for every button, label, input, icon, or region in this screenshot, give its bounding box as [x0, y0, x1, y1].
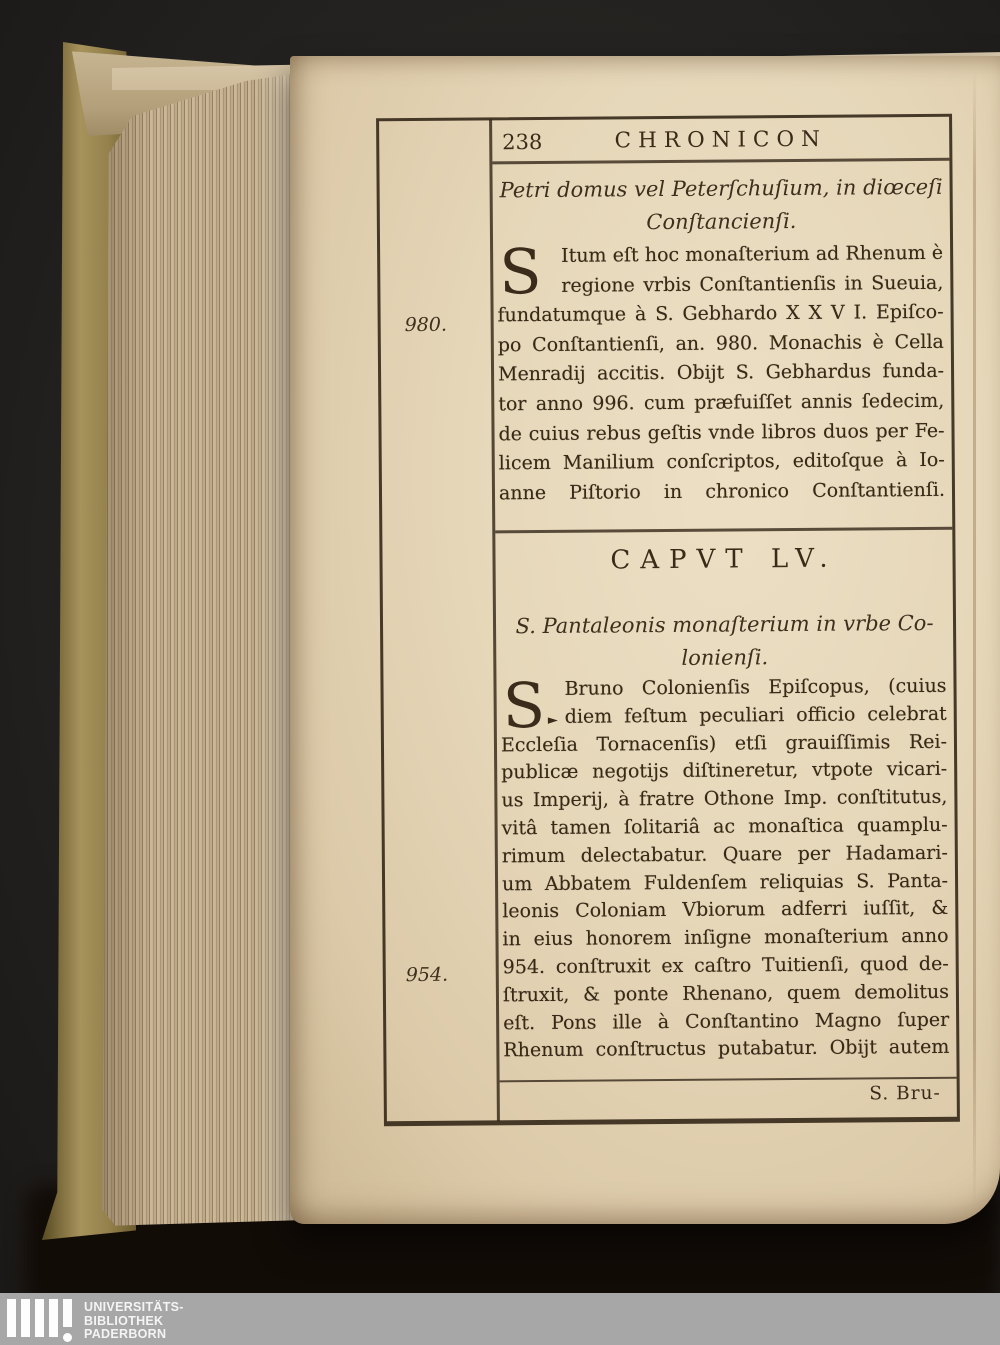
section-2-paragraph [500, 668, 950, 1066]
drop-cap-s: S [498, 234, 543, 309]
text-line: Conſtancienſi. [646, 208, 797, 235]
catchword: S. Bru- [869, 1082, 941, 1105]
margin-note-954: 954. [405, 963, 449, 987]
section-2-heading [496, 607, 954, 677]
section-1-paragraph [497, 234, 946, 509]
text-line: Bruno Colonienſis Epiſcopus, (cuius [564, 674, 947, 700]
text-line: po Conſtantienſi, an. 980. Monachis è Cella [497, 330, 944, 357]
text-line: vitâ tamen ſolitariâ ac monaſtica quamplu- [501, 813, 948, 840]
text-line: fundatumque à S. Gebhardo X X V I. Epiſco- [497, 301, 944, 327]
pointer-mark-icon: ► [547, 712, 558, 728]
text-line: PADERBORN [84, 1327, 167, 1341]
text-line: 954. conſtruxit ex caſtro Tuitienſi, quod de- [502, 952, 949, 979]
text-line: um Abbatem Fuldenſem reliquias S. Panta- [501, 869, 949, 895]
text-line: UNIVERSITÄTS- [84, 1300, 184, 1314]
page-number: 238 [502, 129, 543, 155]
book-fore-edge [96, 60, 310, 1228]
section-divider-rule [495, 527, 952, 533]
text-line: us Imperij, à fratre Othone Imp. conſtitutus, [501, 785, 948, 812]
library-footer-bar [0, 1293, 1000, 1345]
header-rule [492, 158, 949, 164]
paragraph-lines [497, 234, 946, 509]
text-line: licem Manilium conſcriptos, editoſque à Io- [498, 448, 945, 475]
text-line: de cuius rebus geſtis vnde libros duos per Fe- [498, 419, 945, 445]
margin-note-980: 980. [404, 313, 448, 337]
printed-frame [376, 114, 960, 1126]
text-line: in eius honorem inſigne monaſterium anno [502, 924, 949, 951]
text-line: eſt. Pons ille à Conſtantino Magno ſuper [503, 1008, 950, 1034]
text-line: ſtruxit, & ponte Rhenano, quem demolitus [502, 980, 950, 1007]
text-line: publicæ negotijs diſtineretur, vtpote vicari- [501, 758, 948, 784]
text-line: Petri domus vel Peterſchuſium, in diœceſi [499, 174, 943, 203]
text-column [492, 117, 957, 1121]
running-title: CHRONICON [614, 126, 827, 154]
text-line: regione vrbis Conſtantienſis in Sueuia, [561, 271, 944, 297]
text-line: BIBLIOTHEK [84, 1313, 164, 1328]
text-line: Rhenum conſtructus putabatur. Obijt autem [503, 1036, 950, 1062]
section-1-heading [492, 171, 950, 241]
ub-paderborn-logo-icon [7, 1299, 79, 1345]
text-line: tor anno 996. cum præfuiſſet annis ſedecim, [498, 389, 945, 416]
text-line: Eccleſia Tornacenſis) etſi grauiſſimis Rei- [500, 730, 948, 756]
chapter-title: CAPVT LV. [610, 543, 838, 576]
text-line: Itum eſt hoc monaſterium ad Rhenum è [561, 241, 944, 267]
text-line: S. Pantaleonis monaſterium in vrbe Co- [515, 610, 934, 639]
text-line: rimum delectabatur. Quare per Hadamari- [501, 841, 948, 868]
text-line: diem feſtum peculiari officio celebrat [564, 702, 947, 728]
paragraph-lines [500, 668, 950, 1066]
drop-cap-s: S [502, 668, 546, 743]
page-crease [973, 70, 976, 1208]
catchword-rule [500, 1077, 957, 1083]
text-line: Menradij accitis. Obijt S. Gebhardus funda- [497, 360, 945, 386]
text-line: lonienſi. [681, 645, 769, 670]
text-line: anne Piſtorio in chronico Conſtantienſi. [498, 478, 946, 505]
text-line: leonis Coloniam Vbiorum adferri iuſſit, & [502, 897, 949, 923]
library-name [84, 1301, 184, 1342]
